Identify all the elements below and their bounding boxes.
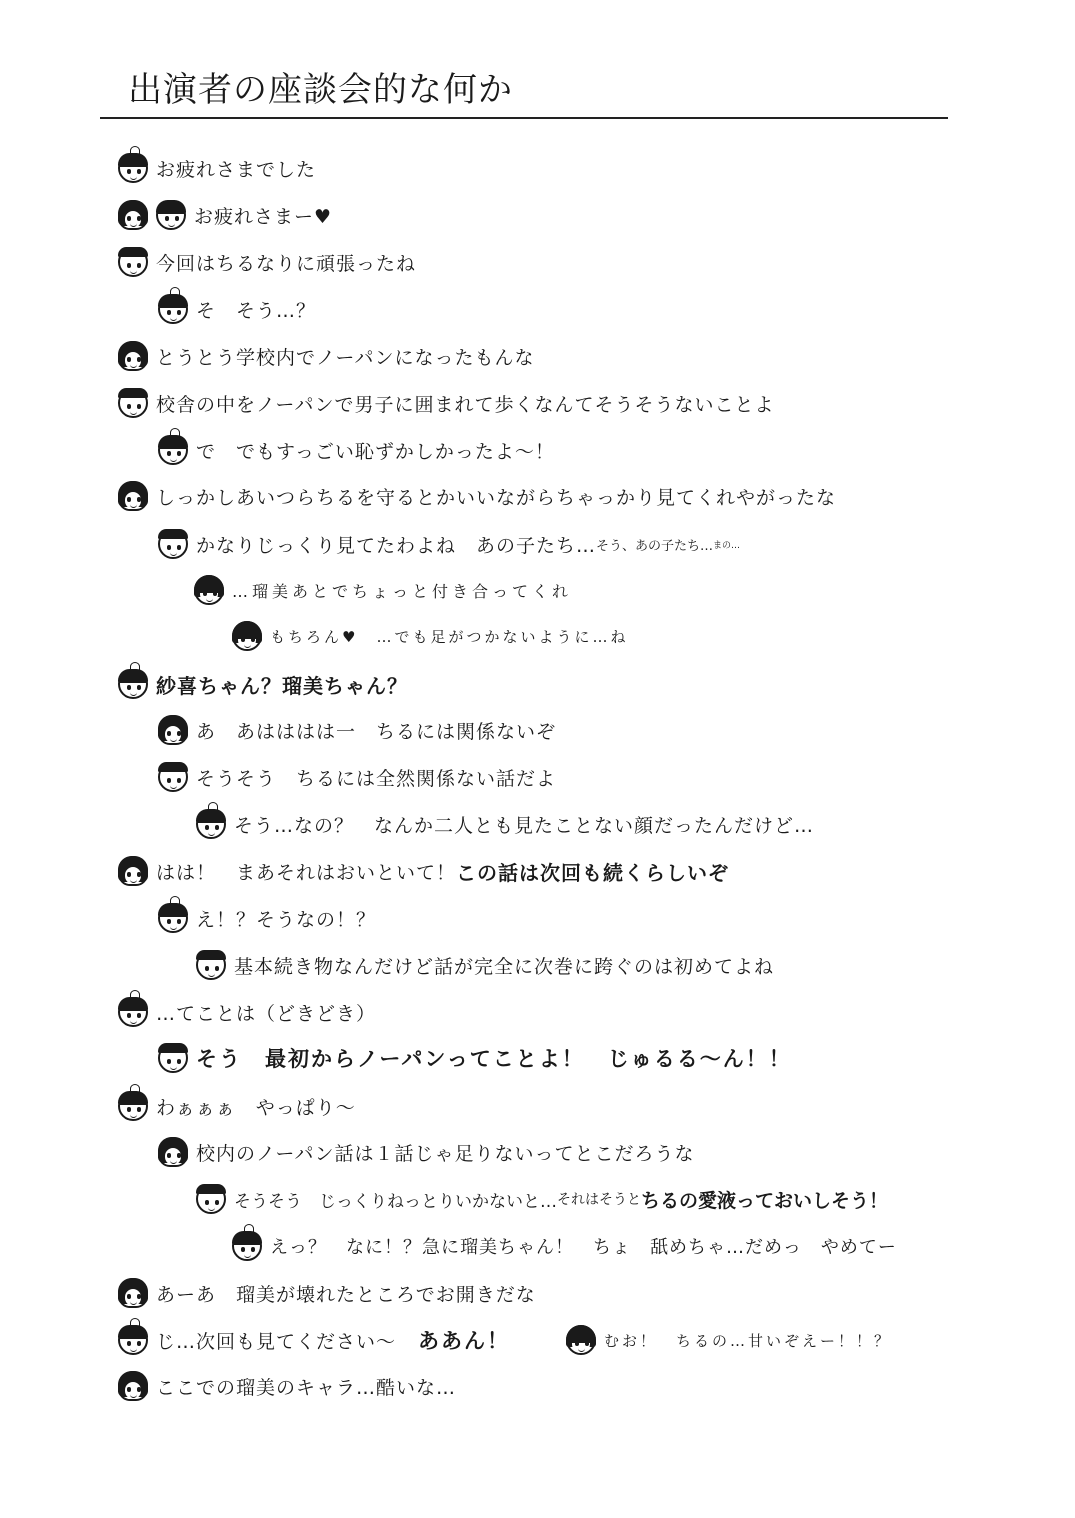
dialogue-line <box>118 336 534 376</box>
dialogue-line <box>118 195 332 235</box>
character-avatar-icon <box>118 1278 148 1308</box>
dialogue-line <box>118 664 408 704</box>
character-avatar-icon <box>118 200 148 230</box>
character-avatar-icon <box>158 1137 188 1167</box>
dialogue-text: 紗喜ちゃん？瑠美ちゃん？ <box>156 673 408 698</box>
dialogue-line <box>158 1038 792 1078</box>
character-avatar-icon <box>566 1325 596 1355</box>
dialogue-line <box>158 289 316 329</box>
dialogue-line <box>118 383 774 423</box>
dialogue-line <box>118 148 316 188</box>
dialogue-text: そ そう…？ <box>196 299 317 322</box>
dialogue-line <box>196 1179 888 1219</box>
dialogue-line <box>158 898 376 938</box>
page-title: 出演者の座談会的な何か <box>128 70 513 110</box>
character-avatar-icon <box>118 341 148 371</box>
dialogue-line <box>232 616 628 656</box>
dialogue-line <box>118 1086 356 1126</box>
dialogue-line <box>158 1132 694 1172</box>
dialogue-text: そう…なの？ なんか二人とも見たことない顔だったんだけど… <box>234 814 815 837</box>
dialogue-text: そう 最初からノーパンってことよ！ じゅるる～ん！！ <box>196 1047 792 1071</box>
dialogue-text: …瑠美あとでちょっと付き合ってくれ <box>232 581 573 601</box>
dialogue-line <box>196 945 774 985</box>
dialogue-text: しっかしあいつらちるを守るとかいいながらちゃっかり見てくれやがったな <box>156 486 837 509</box>
dialogue-line <box>118 242 416 282</box>
dialogue-line <box>118 1320 892 1360</box>
dialogue-text: そうそう ちるには全然関係ない話だよ <box>196 767 557 790</box>
dialogue-line <box>158 757 556 797</box>
dialogue-line <box>194 570 572 610</box>
dialogue-text: あーあ 瑠美が壊れたところでお開きだな <box>156 1283 536 1306</box>
character-avatar-icon <box>196 809 226 839</box>
dialogue-aside: それはそうと <box>557 1192 641 1208</box>
dialogue-text: そうそう じっくりねっとりいかないと… <box>234 1191 557 1212</box>
character-avatar-icon <box>196 950 226 980</box>
character-avatar-icon <box>118 1325 148 1355</box>
dialogue-text: じ…次回も見てください～ <box>156 1330 397 1353</box>
character-avatar-icon <box>156 200 186 230</box>
dialogue-line <box>196 804 814 844</box>
dialogue-line <box>118 476 836 516</box>
dialogue-text: お疲れさまでした <box>156 158 317 181</box>
dialogue-text: はは！ まあそれはおいといて！ <box>156 861 457 884</box>
character-avatar-icon <box>232 621 262 651</box>
character-avatar-icon <box>158 903 188 933</box>
dialogue-line <box>118 992 376 1032</box>
dialogue-emphasis: この話は次回も続くらしいぞ <box>456 860 730 885</box>
dialogue-line <box>232 1226 897 1266</box>
dialogue-text: で でもすっごい恥ずかしかったよ～！ <box>196 440 555 463</box>
character-avatar-icon <box>118 153 148 183</box>
character-avatar-icon <box>196 1184 226 1214</box>
character-avatar-icon <box>118 997 148 1027</box>
dialogue-emphasis: ああん！ <box>418 1329 511 1353</box>
dialogue-text: お疲れさまー♥ <box>194 205 333 228</box>
character-avatar-icon <box>158 1043 188 1073</box>
character-avatar-icon <box>158 715 188 745</box>
dialogue-text: え！？そうなの！？ <box>196 908 377 931</box>
character-avatar-icon <box>118 481 148 511</box>
dialogue-text: えっ？ なに！？急に瑠美ちゃん！ ちょ 舐めちゃ…だめっ やめてー <box>270 1237 897 1258</box>
character-avatar-icon <box>232 1231 262 1261</box>
dialogue-text: ここでの瑠美のキャラ…酷いな… <box>156 1376 457 1399</box>
dialogue-text: むお！ ちるの…甘いぞえー！！？ <box>604 1331 893 1350</box>
character-avatar-icon <box>118 388 148 418</box>
dialogue-line <box>118 851 729 891</box>
dialogue-text: 校内のノーパン話は１話じゃ足りないってとこだろうな <box>196 1142 695 1165</box>
dialogue-text: もちろん♥ …でも足がつかないように…ね <box>270 627 629 646</box>
dialogue-text: あ あはははは一 ちるには関係ないぞ <box>196 720 557 743</box>
dialogue-line <box>118 1273 536 1313</box>
dialogue-text: とうとう学校内でノーパンになったもんな <box>156 346 535 369</box>
dialogue-text: 今回はちるなりに頑張ったね <box>156 252 417 275</box>
character-avatar-icon <box>118 1371 148 1401</box>
dialogue-text: 基本続き物なんだけど話が完全に次巻に跨ぐのは初めてよね <box>234 955 775 978</box>
character-avatar-icon <box>158 529 188 559</box>
dialogue-line <box>158 524 740 564</box>
dialogue-text: かなりじっくり見てたわよね あの子たち… <box>196 534 597 557</box>
dialogue-text: …てことは（どきどき） <box>156 1002 377 1025</box>
character-avatar-icon <box>158 762 188 792</box>
character-avatar-icon <box>158 294 188 324</box>
character-avatar-icon <box>158 435 188 465</box>
dialogue-text: わぁぁぁ やっぱり～ <box>156 1096 356 1119</box>
dialogue-line <box>118 1366 456 1406</box>
dialogue-aside: そう、あの子たち… <box>596 538 714 554</box>
character-avatar-icon <box>118 669 148 699</box>
character-avatar-icon <box>118 247 148 277</box>
character-avatar-icon <box>118 1091 148 1121</box>
character-avatar-icon <box>118 856 148 886</box>
dialogue-line <box>158 430 555 470</box>
dialogue-text: 校舎の中をノーパンで男子に囲まれて歩くなんてそうそうないことよ <box>156 393 775 416</box>
dialogue-emphasis: ちるの愛液っておいしそう！ <box>641 1189 889 1212</box>
character-avatar-icon <box>194 575 224 605</box>
dialogue-line <box>158 710 556 750</box>
dialogue-aside: まの… <box>713 540 741 551</box>
